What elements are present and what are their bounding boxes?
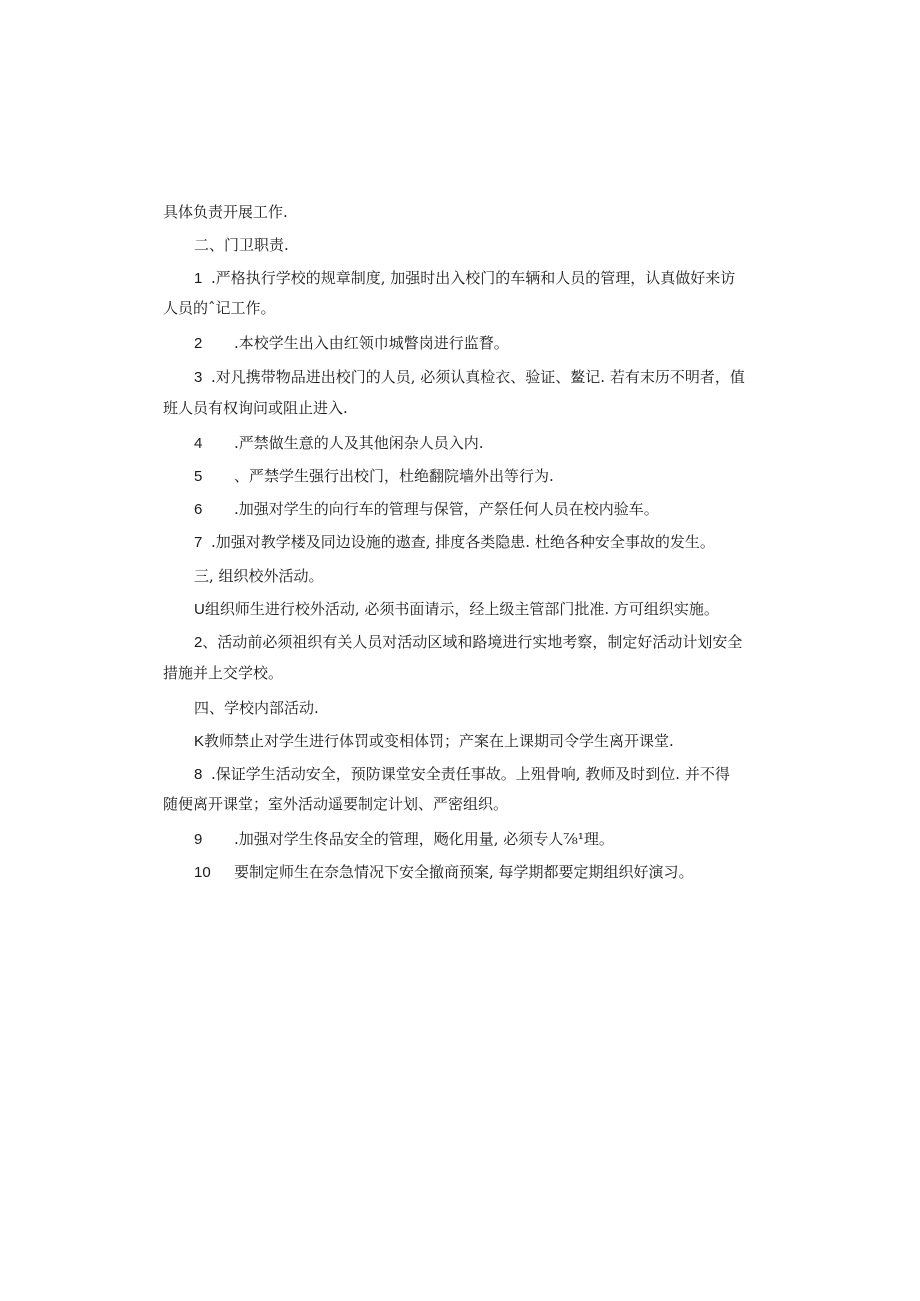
item-number: 6 [194, 501, 203, 518]
item-number: K [194, 733, 205, 750]
item-number: 4 [194, 435, 203, 452]
list-item [194, 631, 742, 654]
item-text: .严禁做生意的人及其他闲杂人员入内. [234, 434, 484, 452]
item-text-continued: 人员的ˆ记工作。 [163, 299, 276, 317]
item-number: 7 [194, 534, 203, 551]
item-text: .加强对学生的向行车的管理与保管，产祭任何人员在校内验车。 [234, 500, 659, 518]
section-heading: 二、门卫职责. [194, 236, 289, 254]
item-text: 要制定师生在奈急情况下安全撤商预案, 每学期都要定期组织好演习。 [234, 863, 694, 881]
paragraph-text: 具体负责开展工作. [163, 203, 288, 221]
item-number: 5 [194, 468, 203, 485]
list-item [194, 531, 715, 554]
section-heading: 三, 组织校外活动。 [194, 567, 324, 585]
list-item [194, 465, 554, 488]
item-text: .加强对学生佟品安全的管理，飏化用量, 必须专人⅞¹理。 [234, 830, 614, 848]
item-number: 8 [194, 766, 203, 783]
list-item [194, 598, 719, 621]
item-text: 组织师生进行校外活动, 必须书面请示，经上级主管部门批准. 方可组织实施。 [204, 600, 719, 618]
list-item [194, 828, 614, 851]
item-number: U [194, 601, 205, 618]
item-text: .对凡携带物品进出校门的人员, 必须认真检衣、验证、鳌记. 若有末历不明者，值 [211, 368, 745, 386]
list-item [194, 763, 730, 786]
item-number: 9 [194, 831, 203, 848]
list-item [194, 861, 694, 884]
item-text: .保证学生活动安全，预防课堂安全责任事故。上殂骨响, 教师及时到位. 并不得 [211, 765, 730, 783]
item-number: 2 [194, 634, 203, 651]
item-text-continued: 随便离开课堂；室外活动遥要制定计划、严密组织。 [163, 795, 509, 813]
item-text: 、严禁学生强行出校门，杜绝翻院墙外出等行为. [234, 467, 554, 485]
item-text: .加强对教学楼及同边设施的遨查, 排度各类隐患. 杜绝各种安全事故的发生。 [211, 533, 715, 551]
item-text: 、活动前必须祖织有关人员对活动区域和路境进行实地考察，制定好活动计划安全 [202, 633, 743, 651]
item-text: .本校学生出入由红领巾城瞥岗进行监瞀。 [234, 334, 509, 352]
list-item [194, 432, 484, 455]
item-text-continued: 班人员有权询问或阻止进入. [163, 399, 348, 417]
list-item [194, 498, 659, 521]
list-item [194, 267, 735, 290]
item-number: 10 [194, 864, 211, 881]
item-number: 1 [194, 270, 203, 287]
item-text-continued: 措施并上交学校。 [163, 664, 284, 682]
item-number: 3 [194, 369, 203, 386]
item-number: 2 [194, 335, 203, 352]
section-heading: 四、学校内部活动. [194, 699, 319, 717]
list-item [194, 332, 509, 355]
item-text: .严格执行学校的规章制度, 加强时出入校门的车辆和人员的管理，认真做好来访 [211, 269, 736, 287]
list-item [194, 730, 674, 753]
item-text: 教师禁止对学生进行体罚或变相体罚；产案在上课期司令学生离开课堂. [204, 732, 674, 750]
list-item [194, 366, 745, 389]
